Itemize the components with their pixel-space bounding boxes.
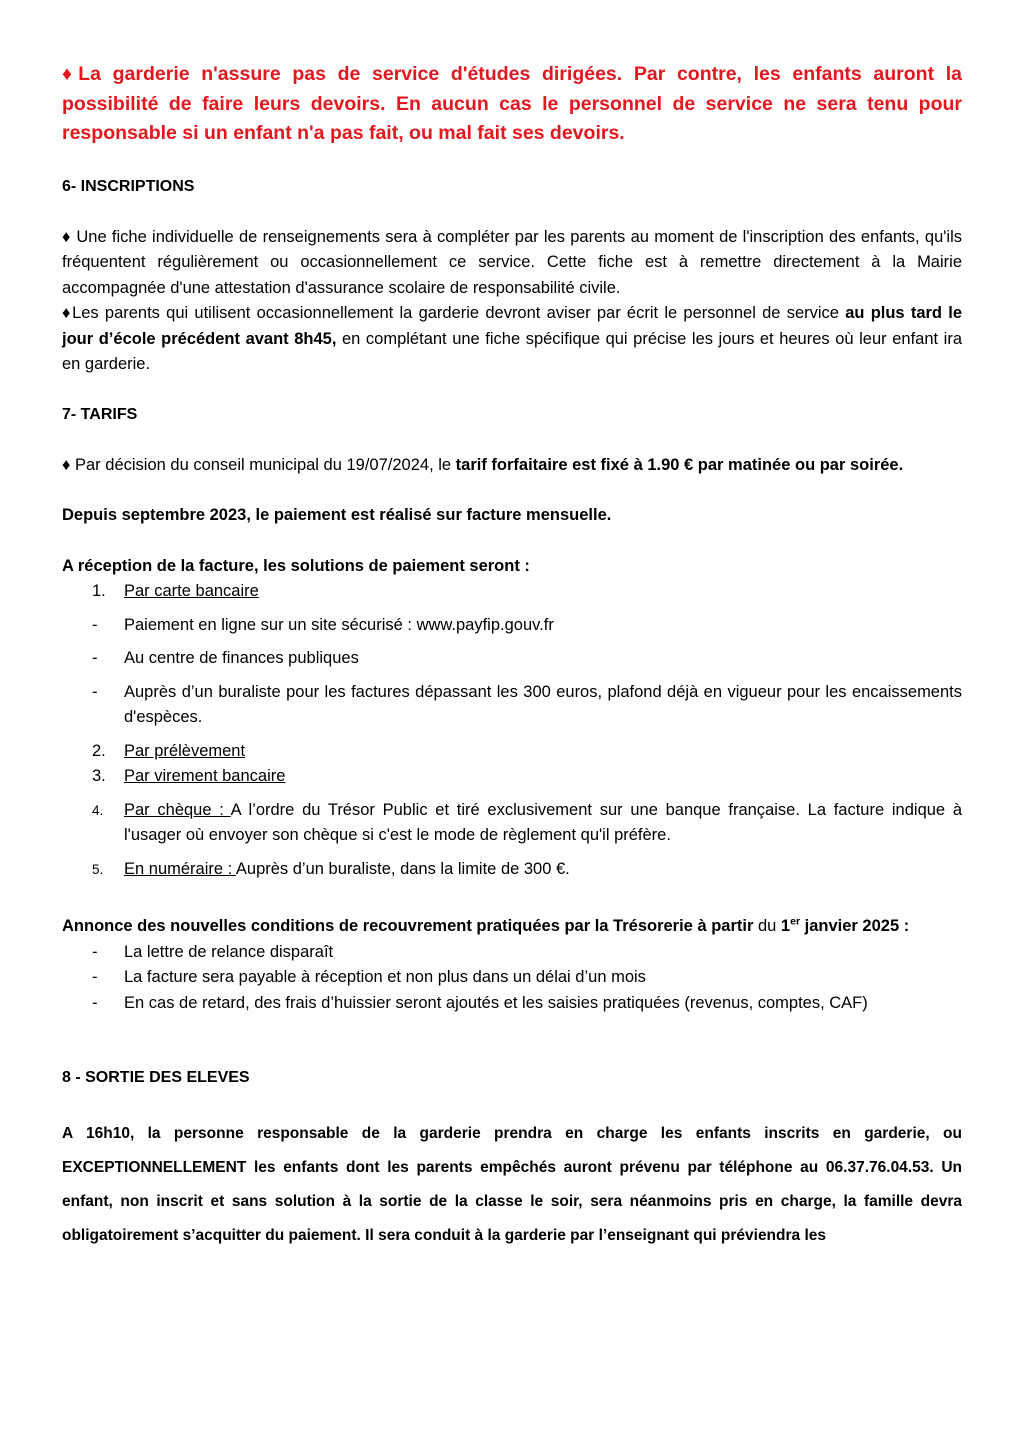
section-heading-inscriptions: 6- INSCRIPTIONS bbox=[62, 177, 195, 195]
payment-sub-text: Auprès d’un buraliste pour les factures dépassant les 300 euros, plafond déjà en vigueur pour les encaissements d'espèces. bbox=[124, 682, 962, 726]
announcement-connector: du bbox=[753, 917, 781, 935]
payment-option-card bbox=[62, 579, 962, 605]
inscription-paragraph-1: ♦ Une fiche individuelle de renseignements sera à compléter par les parents au moment de l'inscription des enfants, qu'ils fréquentent régulièrement ou occasionnellement ce service. Cette fiche est à remettre directement à la Mairie accompagnée d'une attestation d'assurance scolaire de responsabilité civile. bbox=[62, 227, 962, 297]
list-number: 3. bbox=[92, 767, 106, 785]
dash-bullet: - bbox=[92, 615, 98, 634]
announcement-day: 1 bbox=[780, 917, 791, 935]
condition-item bbox=[62, 940, 962, 966]
list-number: 5. bbox=[92, 861, 104, 877]
payment-sub-centre bbox=[62, 646, 962, 672]
tarif-amount-text: tarif forfaitaire est fixé à 1.90 € par matinée ou par soirée. bbox=[455, 455, 904, 474]
tarif-paragraph bbox=[62, 453, 962, 479]
payment-option-cheque bbox=[62, 798, 962, 849]
dash-bullet: - bbox=[92, 649, 98, 667]
payment-option-label: Par chèque : bbox=[124, 800, 231, 819]
warning-text: La garderie n'assure pas de service d'études dirigées. Par contre, les enfants auront la possibilité de faire leurs devoirs. En aucun cas le personnel de service ne sera tenu pour responsable si un enfant n'a pas fait, ou mal fait ses devoirs. bbox=[62, 63, 962, 144]
announcement-day-suffix: er bbox=[790, 915, 801, 928]
payment-sub-text: Au centre de finances publiques bbox=[124, 649, 359, 667]
condition-text: En cas de retard, des frais d’huissier seront ajoutés et les saisies pratiquées (revenus, comptes, CAF) bbox=[124, 993, 868, 1012]
announcement-text: Annonce des nouvelles conditions de recouvrement pratiquées par la Trésorerie à partir bbox=[62, 917, 754, 935]
billing-since-text: Depuis septembre 2023, le paiement est réalisé sur facture mensuelle. bbox=[62, 506, 612, 524]
payment-option-text bbox=[124, 857, 962, 883]
payment-option-label: Par carte bancaire bbox=[124, 582, 259, 600]
payment-option-prelevement bbox=[62, 739, 962, 765]
dash-bullet: - bbox=[92, 993, 98, 1012]
deadline-text: au plus tard le jour d’école précédent avant 8h45, bbox=[62, 304, 963, 348]
list-number: 4. bbox=[92, 802, 104, 818]
list-number: 1. bbox=[92, 582, 106, 600]
payment-option-detail: A l’ordre du Trésor Public et tiré exclusivement sur une banque française. La facture indique à l'usager où envoyer son chèque si c'est le mode de règlement qu'il préfère. bbox=[124, 800, 962, 844]
warning-paragraph bbox=[62, 60, 962, 149]
document-page bbox=[62, 60, 962, 1253]
inscription-text: ♦Les parents qui utilisent occasionnellement la garderie devront aviser par écrit le personnel de service bbox=[62, 304, 846, 322]
payment-sub-buraliste bbox=[62, 680, 962, 731]
dash-bullet: - bbox=[92, 682, 98, 701]
payment-sub-online bbox=[62, 613, 962, 639]
payment-option-virement bbox=[62, 764, 962, 790]
inscription-paragraph-2 bbox=[62, 301, 962, 378]
payment-option-label: Par virement bancaire bbox=[124, 767, 286, 785]
payment-sub-text: Paiement en ligne sur un site sécurisé : www.payfip.gouv.fr bbox=[124, 615, 554, 634]
payment-option-numeraire bbox=[62, 857, 962, 883]
recouvrement-announcement bbox=[62, 914, 962, 940]
payment-option-label: En numéraire : bbox=[124, 859, 236, 878]
condition-text: La lettre de relance disparaît bbox=[124, 942, 334, 961]
diamond-bullet-icon: ♦ bbox=[62, 63, 79, 85]
announcement-date: janvier 2025 : bbox=[800, 917, 910, 935]
condition-item bbox=[62, 965, 962, 991]
tarif-text: ♦ Par décision du conseil municipal du 19/07/2024, le bbox=[62, 455, 456, 474]
payment-solutions-intro: A réception de la facture, les solutions de paiement seront : bbox=[62, 556, 530, 575]
section-heading-tarifs: 7- TARIFS bbox=[62, 405, 138, 423]
condition-text: La facture sera payable à réception et non plus dans un délai d’un mois bbox=[124, 968, 646, 986]
list-number: 2. bbox=[92, 741, 106, 760]
condition-item bbox=[62, 991, 962, 1017]
sortie-paragraph: A 16h10, la personne responsable de la garderie prendra en charge les enfants inscrits en garderie, ou EXCEPTIONNELLEMENT les enfants dont les parents empêchés auront prévenu par téléphone au 06.37.76.04.53. Un enfant, non inscrit et sans solution à la sortie de la classe le soir, sera néanmoins pris en charge, la famille devra obligatoirement s’acquitter du paiement. Il sera conduit à la garderie par l’enseignant qui préviendra les bbox=[62, 1125, 962, 1244]
dash-bullet: - bbox=[92, 942, 98, 961]
payment-option-detail: Auprès d’un buraliste, dans la limite de 300 €. bbox=[235, 859, 570, 878]
section-heading-sortie: 8 - SORTIE DES ELEVES bbox=[62, 1069, 250, 1086]
payment-option-text bbox=[124, 798, 962, 849]
dash-bullet: - bbox=[92, 968, 98, 986]
payment-option-label: Par prélèvement bbox=[124, 741, 246, 760]
inscription-text-end: en complétant une fiche spécifique qui précise les jours et heures où leur enfant ira en garderie. bbox=[62, 329, 962, 373]
